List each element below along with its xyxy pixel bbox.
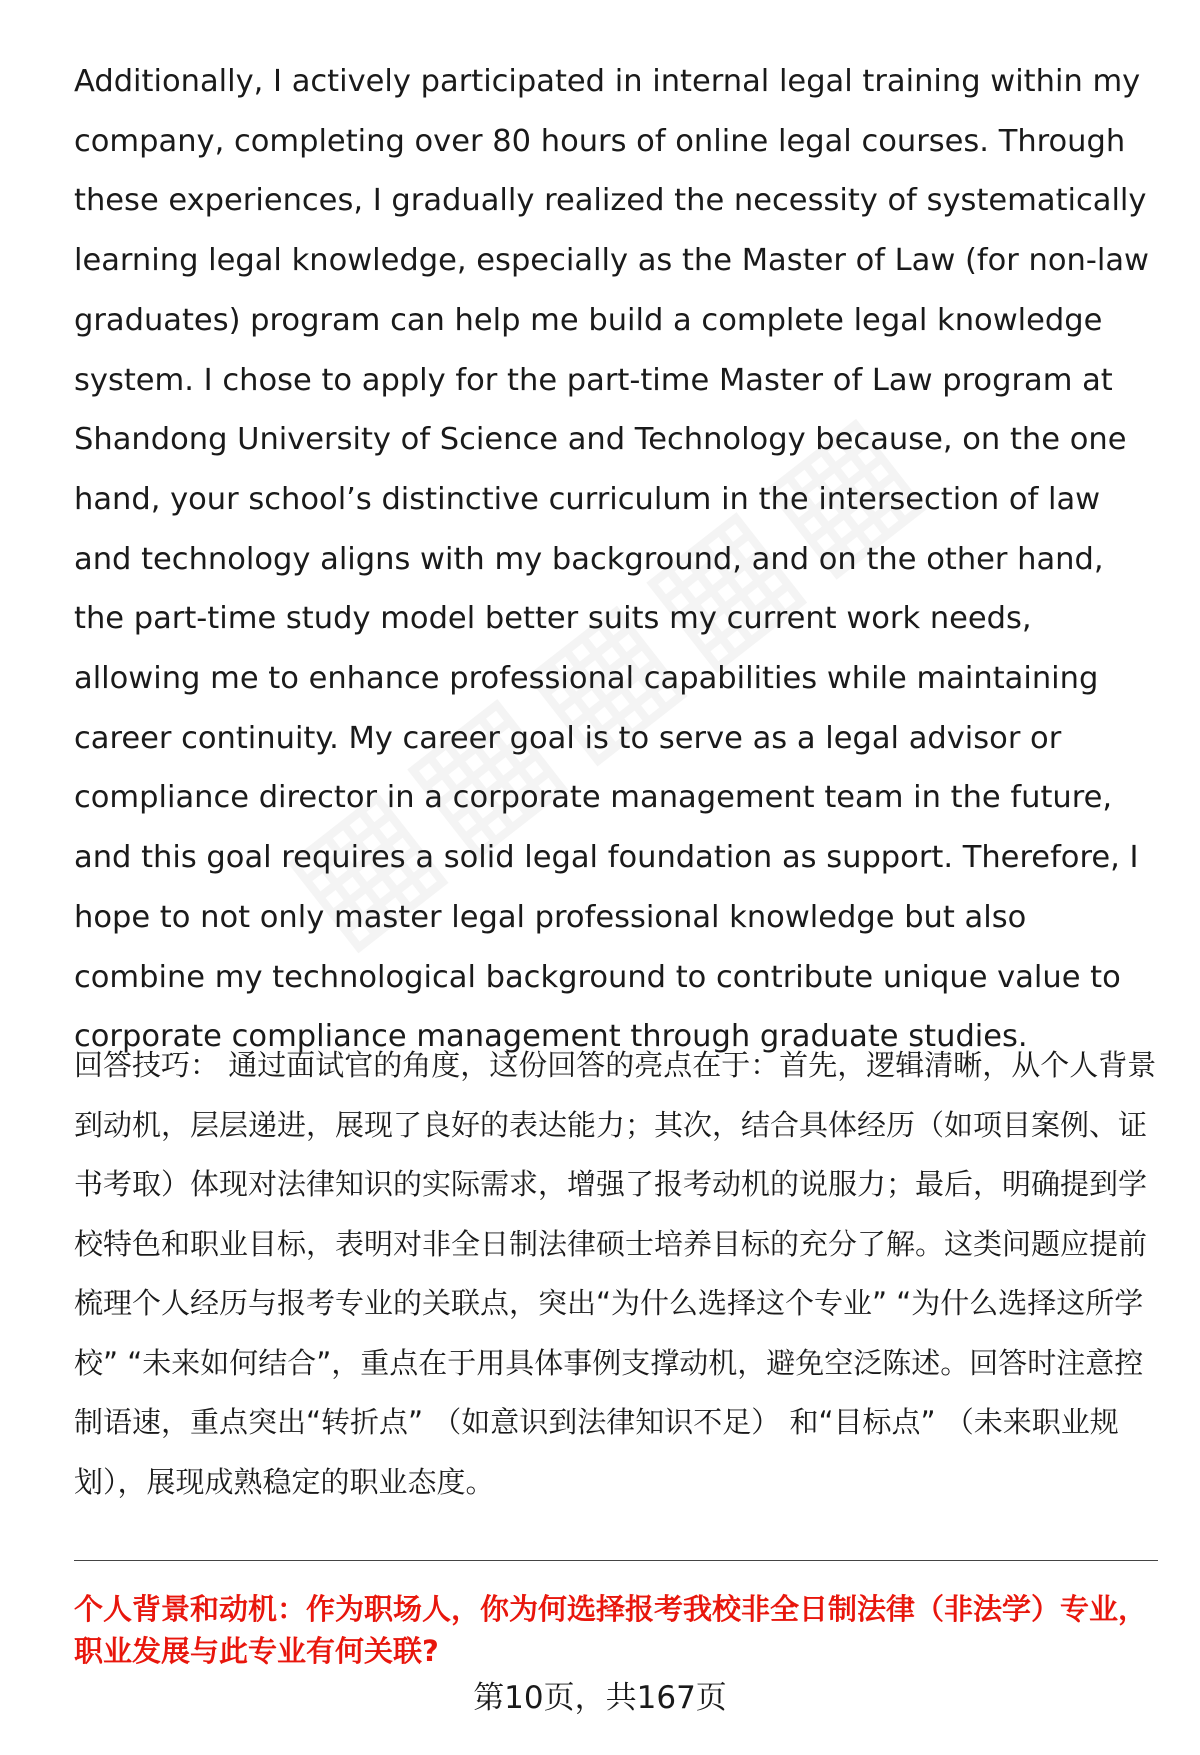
section-divider xyxy=(74,1560,1158,1561)
answer-tips-paragraph: 回答技巧： 通过面试官的角度，这份回答的亮点在于：首先，逻辑清晰，从个人背景到动机，层层递进，展现了良好的表达能力；其次，结合具体经历（如项目案例、证书考取）体现对法律知识的实际需求，增强了报考动机的说服力；最后，明确提到学校特色和职业目标，表明对非全日制法律硕士培养目标的充分了解。这类问题应提前梳理个人经历与报考专业的关联点，突出“为什么选择这个专业” “为什么选择这所学校” “未来如何结合”，重点在于用具体事例支撑动机，避免空泛陈述。回答时注意控制语速，重点突出“转折点” （如意识到法律知识不足） 和“目标点” （未来职业规划），展现成熟稳定的职业态度。 xyxy=(74,1048,1157,1499)
page-indicator: 第10页，共167页 xyxy=(473,1680,727,1716)
answer-english-paragraph: Additionally, I actively participated in internal legal training within my company, completing over 80 hours of online legal courses. Through these experiences, I gradually realized the necessity of systematically learning legal knowledge, especially as the Master of Law (for non-law graduates) program can help me build a complete legal knowledge system. I chose to apply for the part-time Master of Law program at Shandong University of Science and Technology because, on the one hand, your school’s distinctive curriculum in the intersection of law and technology aligns with my background, and on the other hand, the part-time study model better suits my current work needs, allowing me to enhance professional capabilities while maintaining career continuity. My career goal is to serve as a legal advisor or compliance director in a corporate management team in the future, and this goal requires a solid legal foundation as support. Therefore, I hope to not only master legal professional knowledge but also combine my technological background to contribute unique value to corporate compliance management through graduate studies. xyxy=(74,64,1149,1055)
question-heading: 个人背景和动机：作为职场人，你为何选择报考我校非全日制法律（非法学）专业，职业发展与此专业有何关联? xyxy=(74,1592,1148,1668)
